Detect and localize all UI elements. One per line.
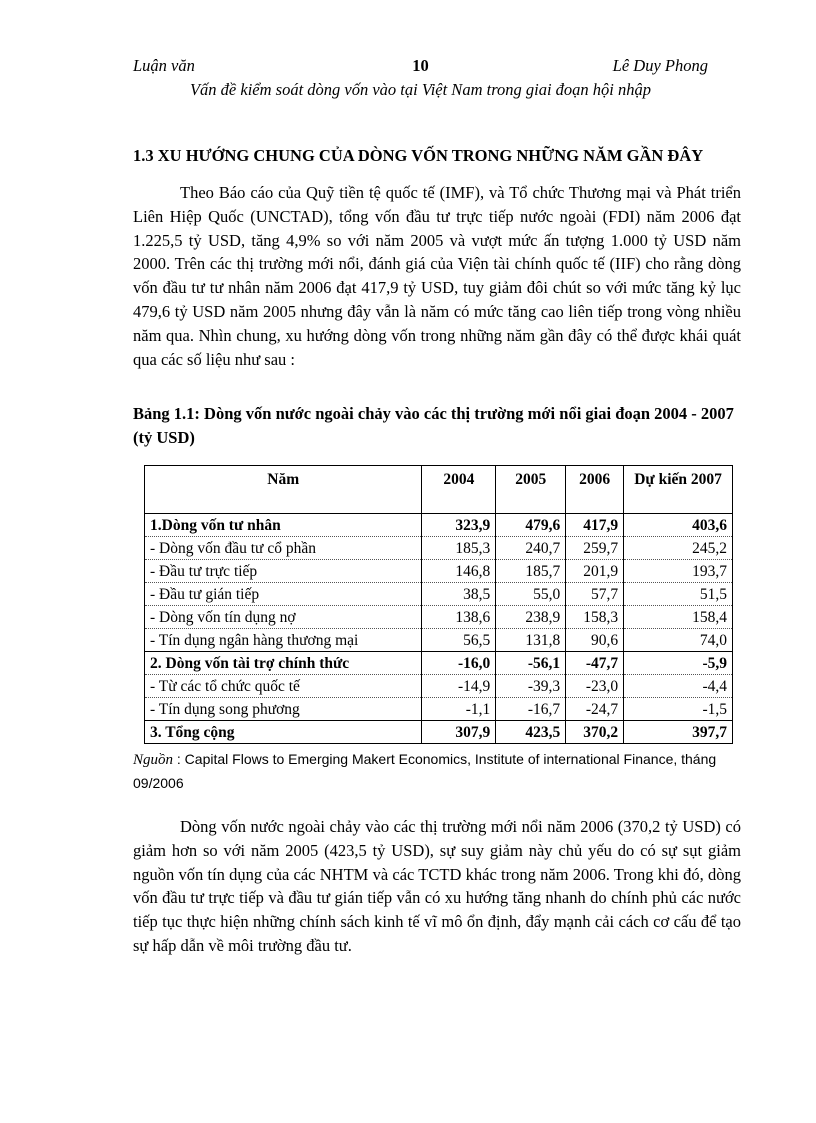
cell: 238,9 <box>496 606 566 629</box>
row-label: 3. Tổng cộng <box>145 721 422 744</box>
row-label: 2. Dòng vốn tài trợ chính thức <box>145 652 422 675</box>
section-title: 1.3 XU HƯỚNG CHUNG CỦA DÒNG VỐN TRONG NHỮNG NĂM GẦN ĐÂY <box>133 146 704 165</box>
table-row <box>145 698 733 721</box>
row-label: - Đầu tư trực tiếp <box>145 560 422 583</box>
cell: -16,7 <box>496 698 566 721</box>
header-cell: 2006 <box>566 466 624 514</box>
page-number: 10 <box>412 56 429 75</box>
cell: -1,1 <box>422 698 496 721</box>
cell: 423,5 <box>496 721 566 744</box>
cell: 323,9 <box>422 514 496 537</box>
cell: 185,7 <box>496 560 566 583</box>
source-text: : Capital Flows to Emerging Makert Economics, Institute of international Finance, tháng 09/2006 <box>133 751 717 791</box>
table-row <box>145 514 733 537</box>
cell: 158,4 <box>624 606 733 629</box>
capital-flows-table <box>144 465 733 744</box>
cell: 38,5 <box>422 583 496 606</box>
cell: -39,3 <box>496 675 566 698</box>
cell: 479,6 <box>496 514 566 537</box>
cell: 397,7 <box>624 721 733 744</box>
table-row <box>145 675 733 698</box>
cell: 56,5 <box>422 629 496 652</box>
cell: -24,7 <box>566 698 624 721</box>
row-label: - Dòng vốn tín dụng nợ <box>145 606 422 629</box>
header-author: Lê Duy Phong <box>612 56 708 75</box>
cell: 146,8 <box>422 560 496 583</box>
header-cell: 2005 <box>496 466 566 514</box>
source-label: Nguồn <box>133 752 174 768</box>
cell: 90,6 <box>566 629 624 652</box>
cell: 74,0 <box>624 629 733 652</box>
cell: -4,4 <box>624 675 733 698</box>
header-subtitle: Vấn đề kiểm soát dòng vốn vào tại Việt Nam trong giai đoạn hội nhập <box>189 80 652 99</box>
table-row <box>145 606 733 629</box>
row-label: - Tín dụng ngân hàng thương mại <box>145 629 422 652</box>
cell: 245,2 <box>624 537 733 560</box>
cell: 417,9 <box>566 514 624 537</box>
table-row <box>145 560 733 583</box>
header-cell: Dự kiến 2007 <box>624 466 733 514</box>
cell: 57,7 <box>566 583 624 606</box>
cell: 403,6 <box>624 514 733 537</box>
row-label: - Từ các tổ chức quốc tế <box>145 675 422 698</box>
row-label: 1.Dòng vốn tư nhân <box>145 514 422 537</box>
cell: -56,1 <box>496 652 566 675</box>
table-row <box>145 721 733 744</box>
table-header-row <box>145 466 733 514</box>
cell: 193,7 <box>624 560 733 583</box>
cell: -23,0 <box>566 675 624 698</box>
page-header <box>133 56 708 76</box>
paragraph-2: Dòng vốn nước ngoài chảy vào các thị trường mới nổi năm 2006 (370,2 tỷ USD) có giảm hơn so với năm 2005 (423,5 tỷ USD), sự suy giảm này chủ yếu do có sự sụt giảm nguồn vốn tín dụng của các NHTM và các TCTD khác trong năm 2006. Trong khi đó, dòng vốn đầu tư trực tiếp và đầu tư gián tiếp vẫn có xu hướng tăng nhanh do chính phủ các nước tiếp tục thực hiện những chính sách kinh tế vĩ mô ổn định, đẩy mạnh cải cách cơ cấu để tạo sự hấp dẫn về môi trường đầu tư. <box>133 817 741 955</box>
cell: -1,5 <box>624 698 733 721</box>
table-row <box>145 537 733 560</box>
row-label: - Đầu tư gián tiếp <box>145 583 422 606</box>
cell: 185,3 <box>422 537 496 560</box>
table-row <box>145 583 733 606</box>
paragraph-1: Theo Báo cáo của Quỹ tiền tệ quốc tế (IMF), và Tổ chức Thương mại và Phát triển Liên Hiệp Quốc (UNCTAD), tổng vốn đầu tư trực tiếp nước ngoài (FDI) năm 2006 đạt 1.225,5 tỷ USD, tăng 4,9% so với năm 2005 và vượt mức ấn tượng 1.000 tỷ USD năm 2000. Trên các thị trường mới nổi, đánh giá của Viện tài chính quốc tế (IIF) cho rằng dòng vốn đầu tư tư nhân năm 2006 đạt 417,9 tỷ USD, tuy giảm đôi chút so với mức tăng kỷ lục 479,6 tỷ USD năm 2005 nhưng đây vẫn là năm có mức tăng cao liên tiếp trong vòng nhiều năm qua. Nhìn chung, xu hướng dòng vốn trong những năm gần đây có thể được khái quát qua các số liệu như sau : <box>133 183 741 369</box>
table-row <box>145 629 733 652</box>
row-label: - Dòng vốn đầu tư cổ phần <box>145 537 422 560</box>
cell: -47,7 <box>566 652 624 675</box>
cell: 240,7 <box>496 537 566 560</box>
cell: 307,9 <box>422 721 496 744</box>
table-row <box>145 652 733 675</box>
cell: 259,7 <box>566 537 624 560</box>
cell: -14,9 <box>422 675 496 698</box>
header-left: Luận văn <box>133 56 195 75</box>
row-label: - Tín dụng song phương <box>145 698 422 721</box>
cell: 370,2 <box>566 721 624 744</box>
header-cell: Năm <box>145 466 422 514</box>
cell: 131,8 <box>496 629 566 652</box>
cell: 138,6 <box>422 606 496 629</box>
cell: -5,9 <box>624 652 733 675</box>
cell: 55,0 <box>496 583 566 606</box>
table-source <box>133 748 743 795</box>
cell: 158,3 <box>566 606 624 629</box>
cell: -16,0 <box>422 652 496 675</box>
header-cell: 2004 <box>422 466 496 514</box>
cell: 51,5 <box>624 583 733 606</box>
table-caption: Bảng 1.1: Dòng vốn nước ngoài chảy vào các thị trường mới nổi giai đoạn 2004 - 2007 (tỷ USD) <box>133 404 734 447</box>
cell: 201,9 <box>566 560 624 583</box>
